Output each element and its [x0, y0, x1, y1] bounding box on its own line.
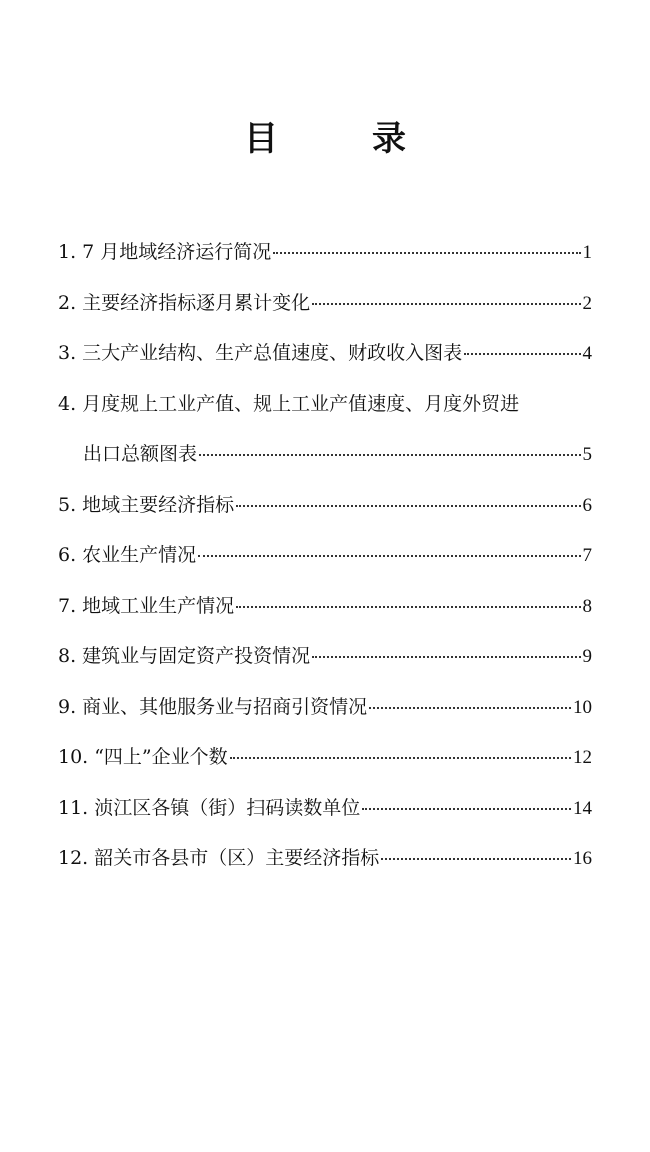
- toc-entry-number: 12.: [58, 847, 89, 869]
- toc-page-number: 5: [582, 444, 592, 465]
- toc-entry-title: 农业生产情况: [82, 544, 197, 566]
- toc-page-number: 16: [573, 848, 592, 869]
- toc-entry-12[interactable]: [58, 838, 592, 889]
- toc-page-number: 1: [582, 242, 592, 263]
- toc-entry-number: 10.: [58, 746, 89, 768]
- toc-page-number: 6: [582, 494, 592, 516]
- toc-entry-title-continuation: 出口总额图表: [83, 443, 198, 465]
- toc-page-number: 7: [582, 545, 592, 566]
- toc-entry-7[interactable]: [58, 586, 592, 637]
- table-of-contents: [58, 232, 592, 889]
- toc-entry-number: 3.: [58, 342, 77, 364]
- toc-entry-number: 2.: [58, 291, 77, 314]
- toc-entry-number: 8.: [58, 645, 77, 667]
- toc-entry-title: 主要经济指标逐月累计变化: [82, 291, 311, 314]
- toc-dot-leader: [369, 693, 571, 713]
- toc-entry-1[interactable]: [58, 232, 592, 283]
- toc-dot-leader: [362, 794, 571, 814]
- toc-entry-number: 5.: [58, 493, 77, 516]
- toc-dot-leader: [312, 642, 580, 662]
- toc-page-number: 14: [573, 797, 592, 819]
- toc-entry-number: 1.: [58, 241, 77, 263]
- toc-entry-title: 三大产业结构、生产总值速度、财政收入图表: [82, 342, 463, 364]
- toc-page-number: 10: [573, 696, 592, 718]
- toc-entry-title: 7 月地域经济运行简况: [82, 241, 272, 263]
- toc-entry-number: 11.: [58, 796, 89, 819]
- toc-entry-title: 商业、其他服务业与招商引资情况: [82, 695, 368, 718]
- toc-dot-leader: [312, 289, 580, 309]
- toc-entry-title: 浈江区各镇（街）扫码读数单位: [94, 796, 361, 819]
- toc-dot-leader: [230, 743, 571, 763]
- page-title: 目 录: [244, 119, 436, 159]
- toc-entry-number: 7.: [58, 594, 77, 617]
- toc-entry-title: “四上”企业个数: [94, 746, 228, 768]
- toc-page-number: 2: [582, 292, 592, 314]
- toc-entry-title: 地域工业生产情况: [82, 594, 235, 617]
- toc-page-number: 4: [582, 343, 592, 364]
- toc-page-number: 9: [582, 646, 592, 667]
- toc-entry-number: 4.: [58, 392, 77, 415]
- toc-dot-leader: [199, 440, 580, 460]
- toc-entry-title: 建筑业与固定资产投资情况: [82, 645, 311, 667]
- toc-dot-leader: [273, 238, 580, 258]
- toc-page-number: 12: [573, 747, 592, 768]
- toc-entry-5[interactable]: [58, 485, 592, 536]
- toc-page-number: 8: [582, 595, 592, 617]
- toc-entry-title: 地域主要经济指标: [82, 493, 235, 516]
- toc-dot-leader: [236, 491, 580, 511]
- toc-dot-leader: [464, 339, 580, 359]
- toc-entry-10[interactable]: [58, 737, 592, 788]
- toc-entry-title: 月度规上工业产值、规上工业产值速度、月度外贸进: [82, 392, 520, 415]
- toc-entry-4[interactable]: [58, 384, 592, 435]
- toc-entry-number: 6.: [58, 544, 77, 566]
- toc-entry-6[interactable]: [58, 535, 592, 586]
- toc-entry-11[interactable]: [58, 788, 592, 839]
- toc-dot-leader: [198, 541, 580, 561]
- toc-dot-leader: [381, 844, 571, 864]
- toc-entry-2[interactable]: [58, 283, 592, 334]
- toc-entry-9[interactable]: [58, 687, 592, 738]
- toc-entry-number: 9.: [58, 695, 77, 718]
- toc-entry-title: 韶关市各县市（区）主要经济指标: [94, 847, 380, 869]
- toc-entry-3[interactable]: [58, 333, 592, 384]
- toc-entry-4-continuation[interactable]: [58, 434, 592, 485]
- toc-dot-leader: [236, 592, 580, 612]
- toc-entry-8[interactable]: [58, 636, 592, 687]
